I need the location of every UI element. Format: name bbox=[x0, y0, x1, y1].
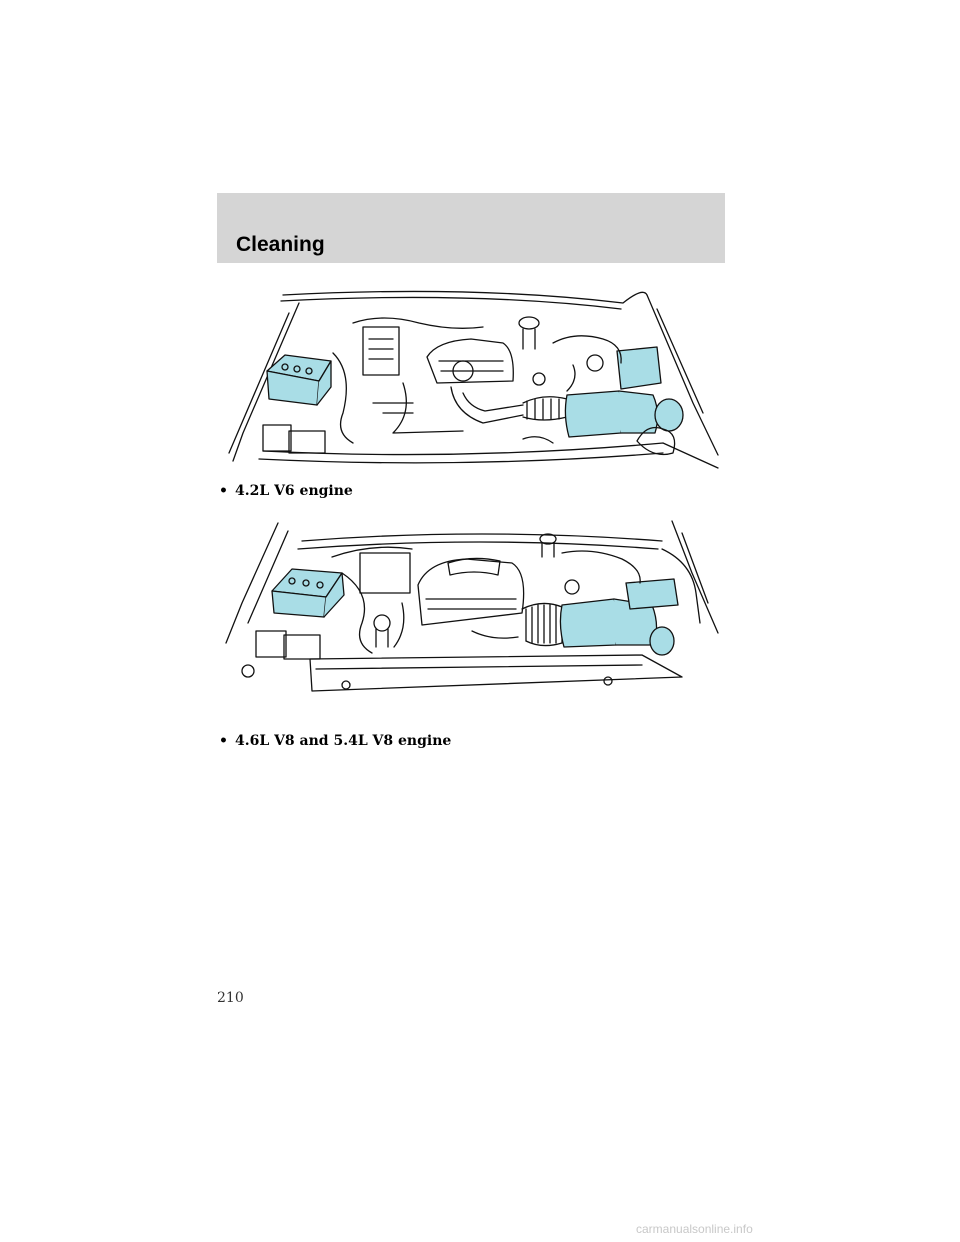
battery-v8 bbox=[272, 569, 344, 617]
coolant-reservoir-v6 bbox=[617, 347, 661, 389]
caption-bullet: • bbox=[219, 733, 228, 749]
air-filter-v6 bbox=[565, 391, 683, 455]
caption-bullet: • bbox=[219, 483, 228, 499]
engine-illustration-v6 bbox=[223, 283, 728, 473]
page-number: 210 bbox=[217, 990, 244, 1006]
caption-v6-engine bbox=[219, 483, 353, 499]
header-band bbox=[217, 193, 725, 263]
caption-text: 4.2L V6 engine bbox=[235, 483, 353, 499]
watermark: carmanualsonline.info bbox=[636, 1222, 753, 1236]
caption-text: 4.6L V8 and 5.4L V8 engine bbox=[235, 733, 452, 749]
coolant-reservoir-v8 bbox=[626, 579, 678, 609]
section-title: Cleaning bbox=[236, 233, 325, 256]
engine-illustration-v8 bbox=[222, 513, 728, 703]
battery-v6 bbox=[267, 355, 331, 405]
caption-v8-engine bbox=[219, 733, 451, 749]
